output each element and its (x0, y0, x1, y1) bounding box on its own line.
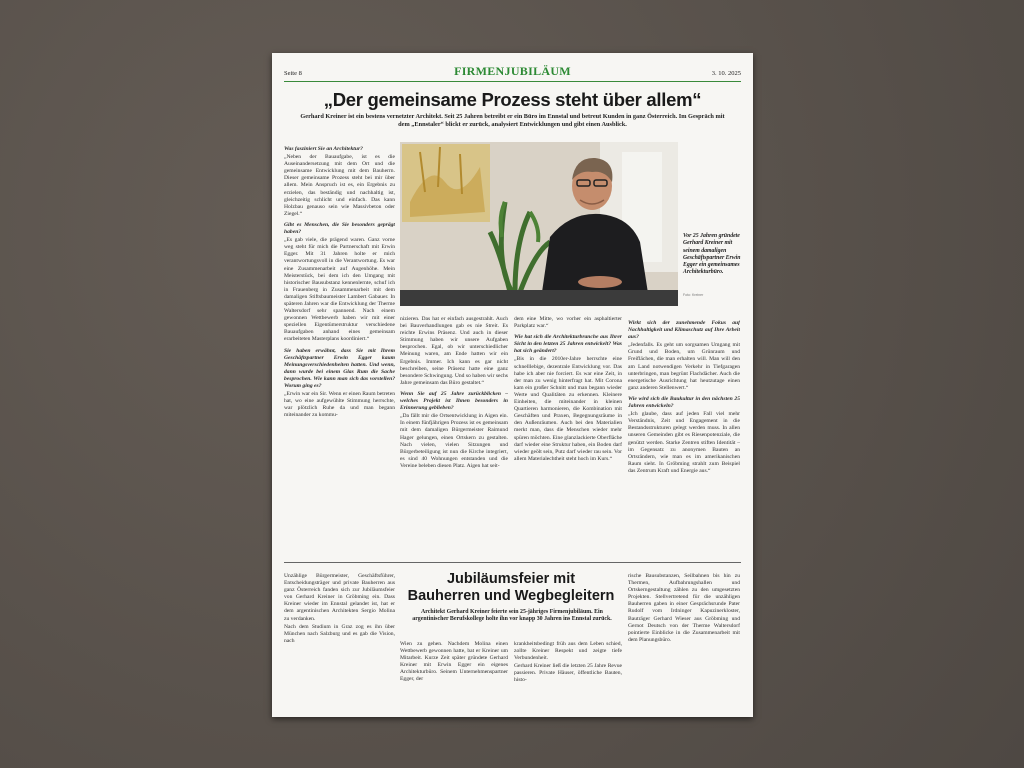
article2-column-3 (514, 641, 622, 713)
body-paragraph: Nach dem Studium in Graz zog es ihn über München nach Salzburg und es gab die Vision, nach (284, 623, 395, 644)
article-column-1 (284, 142, 395, 560)
article-lead: Gerhard Kreiner ist ein bestens vernetzter Architekt. Seit 25 Jahren betreibt er ein Büro im Ennstal und betreut Kunden in ganz Österreich. Im Gespräch mit dem „Ennstaler“ blickt er zurück, analysiert Entwicklungen und gibt einen Ausblick. (300, 113, 725, 128)
interview-question: Wenn Sie auf 25 Jahre zurückblicken – welches Projekt ist Ihnen besonders in Erinnerung geblieben? (400, 390, 508, 412)
architect-portrait-image (400, 142, 678, 306)
interview-question: Wie wird sich die Baukultur in den nächsten 25 Jahren entwickeln? (628, 395, 740, 410)
page-header (284, 63, 741, 82)
body-paragraph: rische Bausubstanzen, Seilbahnen bis hin zu Thermen, Aufbahrungshallen und Ortskerngestaltung zählen zu den umgesetzten Projekten. Stellvertretend für die unzähligen Bauherren gaben in einer Gesprächsrunde Pater Rudolf vom Irdninger Kapuzinerkloster, Bauträger Gerhard Wieser aus Gröbming und Gernot Deutsch von der Therme Waltersdorf pointierte Einblicke in die Zusammenarbeit mit dem Planungsbüro. (628, 573, 740, 643)
body-paragraph: „Da fällt mir die Ortsentwicklung in Aigen ein. In einem fünfjährigen Prozess ist es gemeinsam mit dem damaligen Bürgermeister Raimund Hager gelungen, einen Ortskern zu gestalten. Nach vielen, vielen Sitzungen und Bürgerbeteiligung ist nun die Kirche integriert, es sind 40 Wohnungen entstanden und die Vereine beleben diesen Platz. Aigen hat seit- (400, 413, 508, 469)
article-headline: „Der gemeinsame Prozess steht über allem“ (323, 89, 702, 110)
photo-credit: Foto: Kreiner (683, 293, 704, 297)
interview-question: Sie haben erwähnt, dass Sie mit Ihrem Geschäftspartner Erwin Egger kaum Meinungsverschiedenheiten hatten. Und wenn, dann wurde bei einem Glas Rum die Sache besprochen. Wie kann man sich das vorstellen? Worum ging es? (284, 347, 395, 389)
interview-question: Wie hat sich die Architekturbranche aus Ihrer Sicht in den letzten 25 Jahren entwickelt? Was hat sich geändert? (514, 334, 622, 355)
body-paragraph: Gerhard Kreiner ließ die letzten 25 Jahre Revue passieren. Private Häuser, öffentliche Bauten, histo- (514, 663, 622, 684)
photo-caption: Vor 25 Jahren gründete Gerhard Kreiner mit seinem damaligen Geschäftspartner Erwin Egger ein gemeinsames Architekturbüro. (683, 233, 741, 276)
body-paragraph: „Ich glaube, dass auf jeden Fall viel mehr Verständnis, Zeit und Engagement in die Bestandsstrukturen gelegt werden muss. In allen unseren Gemeinden gibt es Riesenpotenziale, die genützt werden. Starke Zentren stiften Identität – im Gegensatz zu anonymen Bauten an Ortsrändern, wie man es im amerikanischen Raum sieht. In Gröbming strahlt zum Beispiel das Zentrum Kraft und Energie aus.“ (628, 411, 740, 474)
article2-column-1 (284, 573, 395, 713)
newspaper-page (272, 53, 753, 717)
body-paragraph: „Es gab viele, die prägend waren. Ganz vorne weg steht für mich die Partnerschaft mit Erwin Egger. Mit 31 Jahren holte er mich verantwortungsvoll in die Verantwortung. Es war eine Zusammenarbeit auf Augenhöhe. Mein Meisterstück, bei dem ich den Umgang mit historischer Bausubstanz kennenlernte, schuf ich in Frauenberg in Zusammenarbeit mit dem damaligen Stiftsbaumeister Lambert Gabauer. In späteren Jahren war die Entwicklung der Therme Waltersdorf sehr spannend. Nach einem gewonnen Wettbewerb haben wir mit einer speziellen Eigentümerstruktur verschiedene Bauaufgaben anhand eines gemeinsam erarbeiteten Masterplans koordiniert.“ (284, 237, 395, 343)
issue-date: 3. 10. 2025 (711, 70, 741, 77)
article2-column-4 (628, 573, 740, 713)
body-paragraph: „Erwin war ein Sir. Wenn er einen Raum betreten hat, wo eine aufgewühlte Stimmung herrschte, war plötzlich Ruhe da und man begann miteinander zu kommu- (284, 391, 395, 419)
body-paragraph: Unzählige Bürgermeister, Geschäftsführer, Entscheidungsträger und private Bauherren aus ganz Österreich fanden sich zur Jubiläumsfeier von Gerhard Kreiner in Gröbming ein. Dass Kreiner wieder im Ennstal gelandet ist, hat er dem argentinischen Architekten Sergio Molina zu verdanken. (284, 573, 395, 622)
article-divider (284, 562, 741, 563)
article2-lead: Architekt Gerhard Kreiner feierte sein 25-jähriges Firmenjubiläum. Ein argentinischer Berufskollege holte ihn vor knapp 30 Jahren ins Ennstal zurück. (412, 609, 612, 623)
section-title: FIRMENJUBILÄUM (454, 64, 571, 78)
article-column-2 (400, 316, 508, 560)
body-paragraph: nizieren. Das hat er einfach ausgestrahlt. Auch bei Bauverhandlungen gab es nie Streit. Es reichte Erwins Präsenz. Und auch in dieser Stimmung haben wir unsere Aufgaben besprochen. Egal, ob wir unterschiedlicher Meinung waren, am Ende hatten wir ein Ergebnis. Immer. Ich kann es gar nicht beschreiben, seine Präsenz hatte eine ganz besondere Schwingung. Und so haben wir sechs Jahre gemeinsam das Büro gestaltet.“ (400, 316, 508, 386)
body-paragraph: „Jedenfalls. Es geht um sorgsamen Umgang mit Grund und Boden, um Grünraum und Freiflächen, die man erhalten will. Man will den am Land notwendigen Verkehr in Tiefgaragen unterbringen, man begrünt Flachdächer. Auch die energetische Ausrichtung hat heutzutage einen ganz anderen Stellenwert.“ (628, 342, 740, 391)
article-photo (400, 142, 678, 306)
body-paragraph: „Bis in die 2010er-Jahre herrschte eine schnelllebige, dezentrale Entwicklung vor. Das habe ich aber nie forciert. Es war eine Zeit, in der man zu wenig hinterfragt hat. Mit Corona kam ein großer Schnitt und man begann wieder Werte und Qualitäten zu erkennen. Kleinere Einheiten, die miteinander in kleinen Quartieren harmonieren, die Kombination mit Geschäften und Praxen, Begegnungsräume in den Außenräumen. Auch bei den Materialien merkt man, dass die Menschen wieder mehr spüren möchten. Eine glanzlackierte Oberfläche darf wieder eine Struktur haben, ein Boden darf wieder geölt sein, Putz darf wieder rau sein. Vor allem Materialechtheit steht hoch im Kurs.“ (514, 356, 622, 462)
article-column-3 (514, 316, 622, 560)
article2-headline (400, 571, 622, 605)
body-paragraph: „Neben der Bauaufgabe, ist es die Auseinandersetzung mit dem Ort und die gemeinsame Entwicklung mit dem Bauherrn. Dieser gemeinsame Prozess steht bei mir über allem. Mein Anspruch ist es, ein Ergebnis zu erzielen, das beständig und nachhaltig ist, gleichzeitig schlicht und einfach. Das kann Holzbau genauso sein wie Massivbeton oder Ziegel.“ (284, 154, 395, 217)
article2-column-2 (400, 641, 508, 713)
interview-question: Was fasziniert Sie an Architektur? (284, 146, 363, 152)
article2-headline-line-2: Bauherren und Wegbegleitern (407, 588, 615, 604)
body-paragraph: Wien zu gehen. Nachdem Molina einen Wettbewerb gewonnen hatte, bat er Kreiner um Mitarbeit. Kurze Zeit später gründete Gerhard Kreiner mit Erwin Egger ein eigenes Architekturbüro. Seinem Unternehmenspartner Egger, der (400, 641, 508, 683)
page-number: Seite 8 (284, 70, 302, 77)
body-paragraph: dem eine Mitte, wo vorher ein asphaltierter Parkplatz war.“ (514, 316, 622, 330)
body-paragraph: krankheitsbedingt früh aus dem Leben schied, zollte Kreiner Respekt und zeigte tiefe Verbundenheit. (514, 641, 622, 662)
interview-question: Wirkt sich der zunehmende Fokus auf Nachhaltigkeit und Klimaschutz auf Ihre Arbeit aus? (628, 320, 740, 341)
article-column-4 (628, 316, 740, 560)
interview-question: Gibt es Menschen, die Sie besonders geprägt haben? (284, 221, 395, 236)
article2-headline-line-1: Jubiläumsfeier mit (446, 571, 576, 587)
